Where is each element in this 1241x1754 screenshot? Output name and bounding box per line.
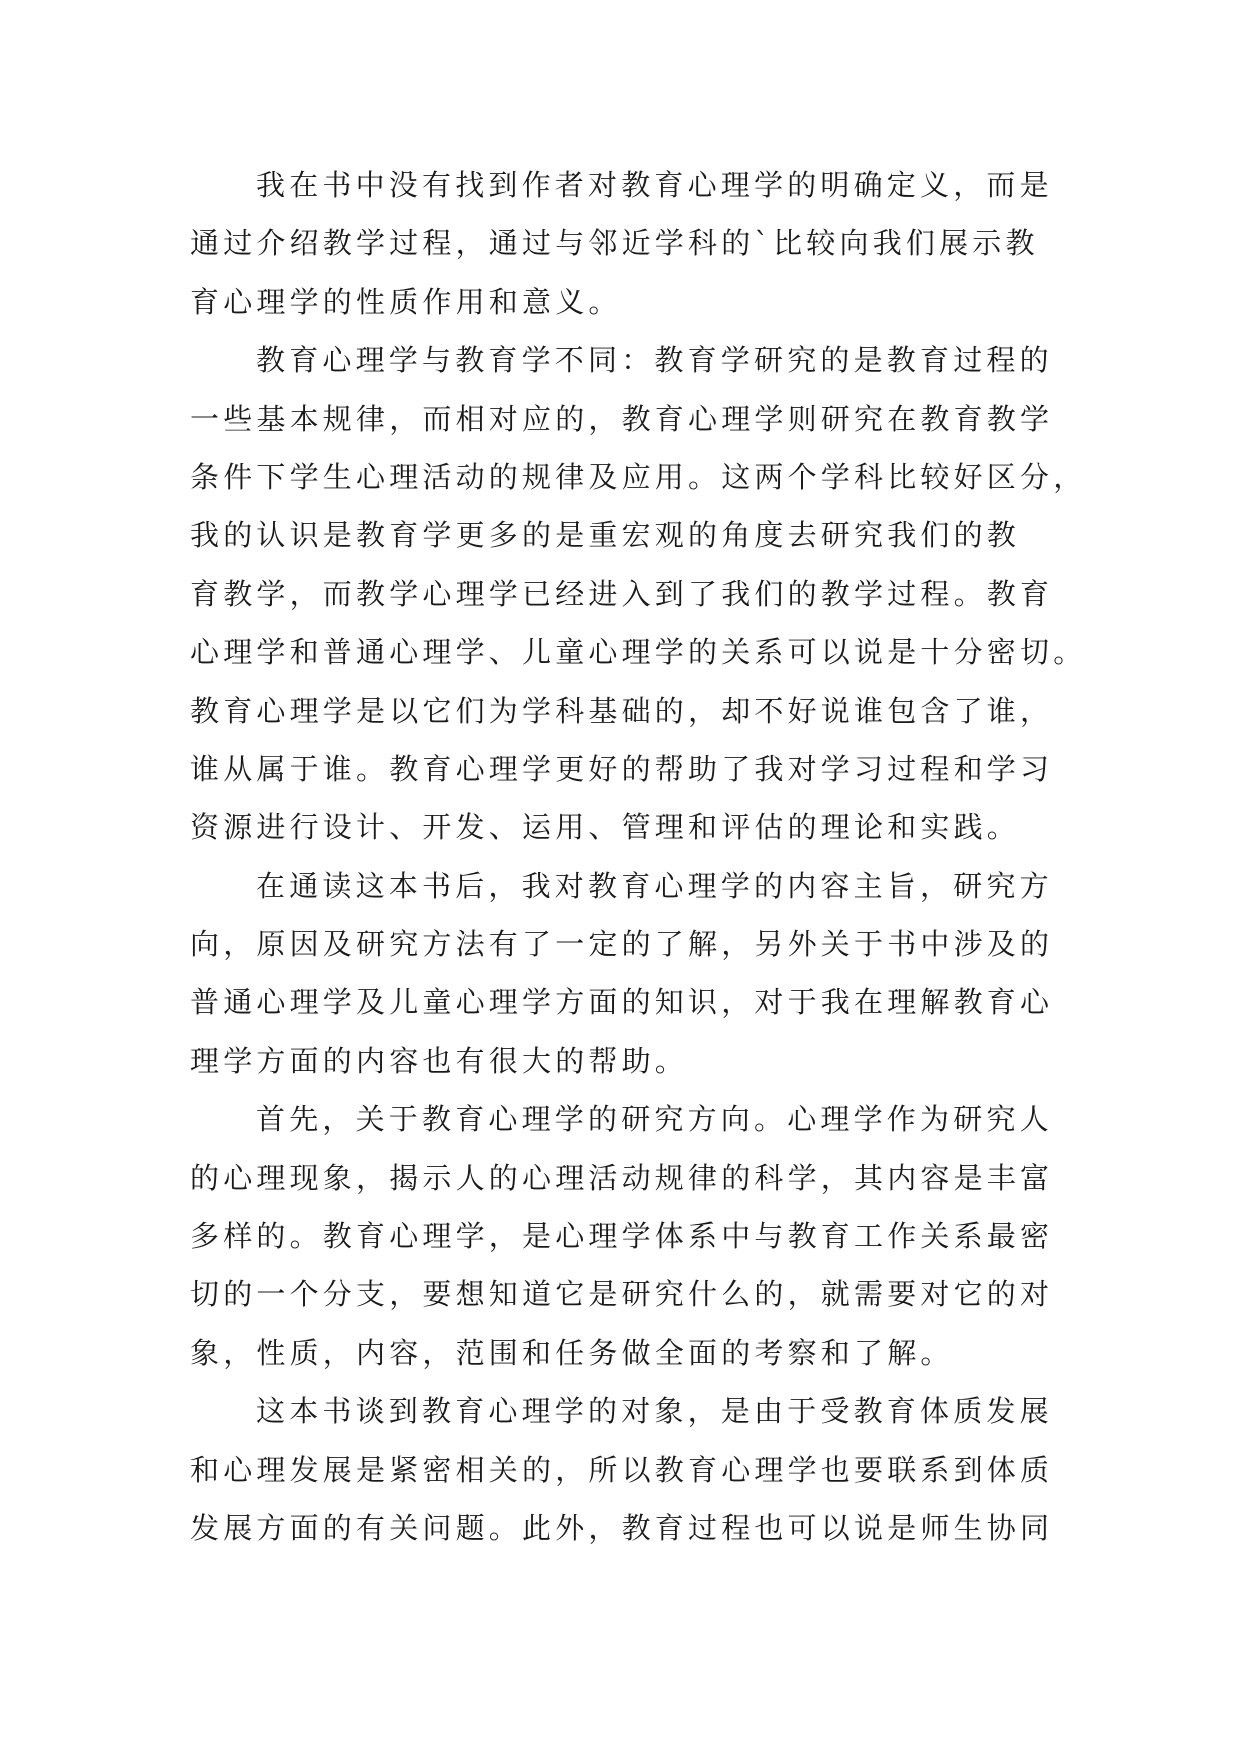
text-line: 我的认识是教育学更多的是重宏观的角度去研究我们的教 <box>190 518 1021 553</box>
paragraph <box>190 857 1060 1091</box>
text-line: 资源进行设计、开发、运用、管理和评估的理论和实践。 <box>190 810 1021 845</box>
text-line: 我在书中没有找到作者对教育心理学的明确定义，而是 <box>256 168 1053 202</box>
paragraph <box>190 331 1087 857</box>
text-line: 的心理现象，揭示人的心理活动规律的科学，其内容是丰富 <box>190 1160 1054 1195</box>
text-line: 教育心理学是以它们为学科基础的，却不好说谁包含了谁， <box>190 693 1054 728</box>
text-line: 象，性质，内容，范围和任务做全面的考察和了解。 <box>190 1335 954 1370</box>
text-line: 通过介绍教学过程，通过与邻近学科的`比较向我们展示教 <box>190 226 1039 261</box>
text-line: 普通心理学及儿童心理学方面的知识，对于我在理解教育心 <box>190 985 1054 1020</box>
paragraph <box>190 1382 1060 1557</box>
text-line: 理学方面的内容也有很大的帮助。 <box>190 1043 689 1078</box>
text-line: 条件下学生心理活动的规律及应用。这两个学科比较好区分， <box>190 459 1087 494</box>
text-line: 育心理学的性质作用和意义。 <box>190 284 622 319</box>
text-line: 谁从属于谁。教育心理学更好的帮助了我对学习过程和学习 <box>190 751 1054 786</box>
text-line: 心理学和普通心理学、儿童心理学的关系可以说是十分密切。 <box>190 635 1087 670</box>
paragraph <box>190 1090 1060 1382</box>
text-line: 首先，关于教育心理学的研究方向。心理学作为研究人 <box>256 1102 1053 1137</box>
text-line: 育教学，而教学心理学已经进入到了我们的教学过程。教育 <box>190 576 1054 611</box>
text-line: 在通读这本书后，我对教育心理学的内容主旨，研究方 <box>256 868 1053 903</box>
text-line: 一些基本规律，而相对应的，教育心理学则研究在教育教学 <box>190 401 1054 436</box>
text-line: 和心理发展是紧密相关的，所以教育心理学也要联系到体质 <box>190 1452 1054 1487</box>
text-line: 切的一个分支，要想知道它是研究什么的，就需要对它的对 <box>190 1277 1054 1312</box>
text-line: 多样的。教育心理学，是心理学体系中与教育工作关系最密 <box>190 1219 1054 1254</box>
document-body <box>190 156 1087 1557</box>
text-line: 发展方面的有关问题。此外，教育过程也可以说是师生协同 <box>190 1510 1054 1545</box>
paragraph <box>190 156 1060 331</box>
text-line: 教育心理学与教育学不同：教育学研究的是教育过程的 <box>256 343 1053 378</box>
text-line: 向，原因及研究方法有了一定的了解，另外关于书中涉及的 <box>190 927 1054 962</box>
text-line: 这本书谈到教育心理学的对象，是由于受教育体质发展 <box>256 1394 1053 1429</box>
